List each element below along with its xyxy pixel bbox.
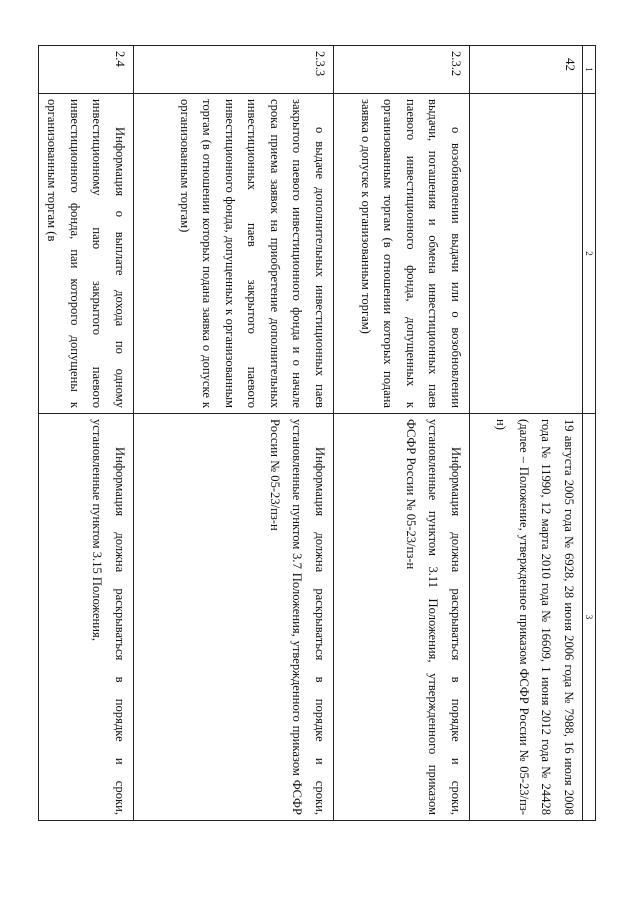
row-disclosure-text: Информация должна раскрываться в порядке и сроки, установленные пунктом 3.11 Положения, утвержденного приказом ФСФР России № 05-23/пз-н bbox=[334, 414, 470, 821]
header-col-3: 3 bbox=[583, 414, 596, 821]
row-disclosure-text: Информация должна раскрываться в порядке и сроки, установленные пунктом 3.7 Положения, утвержденного приказом ФСФР России № 05-23/пз-н bbox=[134, 414, 334, 821]
row-number: 2.4 bbox=[39, 46, 134, 94]
row-description bbox=[470, 94, 583, 414]
header-col-2: 2 bbox=[583, 94, 596, 414]
row-disclosure-text: Информация должна раскрываться в порядке и сроки, установленные пунктом 3.15 Положения, bbox=[39, 414, 134, 821]
table-row bbox=[134, 46, 334, 821]
row-number: 2.3.3 bbox=[134, 46, 334, 94]
row-disclosure-text: 19 августа 2005 года № 6928, 28 июня 2006 года № 7988, 16 июля 2008 года № 11990, 12 марта 2010 года № 16609, 1 июня 2012 года № 24428 (далее – Положение, утвержденное приказом ФСФР России № 05-23/пз-н) bbox=[470, 414, 583, 821]
table-row bbox=[470, 46, 583, 821]
document-table bbox=[38, 45, 596, 821]
rotated-page bbox=[45, 45, 596, 820]
table-header-row bbox=[583, 46, 596, 821]
row-description: о возобновлении выдачи или о возобновлении выдачи, погашения и обмена инвестиционных паев паевого инвестиционного фонда, допущенных к организованным торгам (в отношении которых подана заявка о допуске к организованным торгам) bbox=[334, 94, 470, 414]
table-row bbox=[39, 46, 134, 821]
row-description: Информация о выплате дохода по одному инвестиционному паю закрытого паевого инвестиционного фонда, паи которого допущены к организованным торгам (в bbox=[39, 94, 134, 414]
page-number: 42 bbox=[563, 58, 578, 71]
table-row bbox=[334, 46, 470, 821]
row-number: 2.3.2 bbox=[334, 46, 470, 94]
header-col-1: 1 bbox=[583, 46, 596, 94]
row-description: о выдаче дополнительных инвестиционных паев закрытого паевого инвестиционного фонда и о начале срока приема заявок на приобретение дополнительных инвестиционных паев закрытого паевого инвестиционного фонда, допущенных к организованным торгам (в отношении которых подана заявка о допуске к организованным торгам) bbox=[134, 94, 334, 414]
